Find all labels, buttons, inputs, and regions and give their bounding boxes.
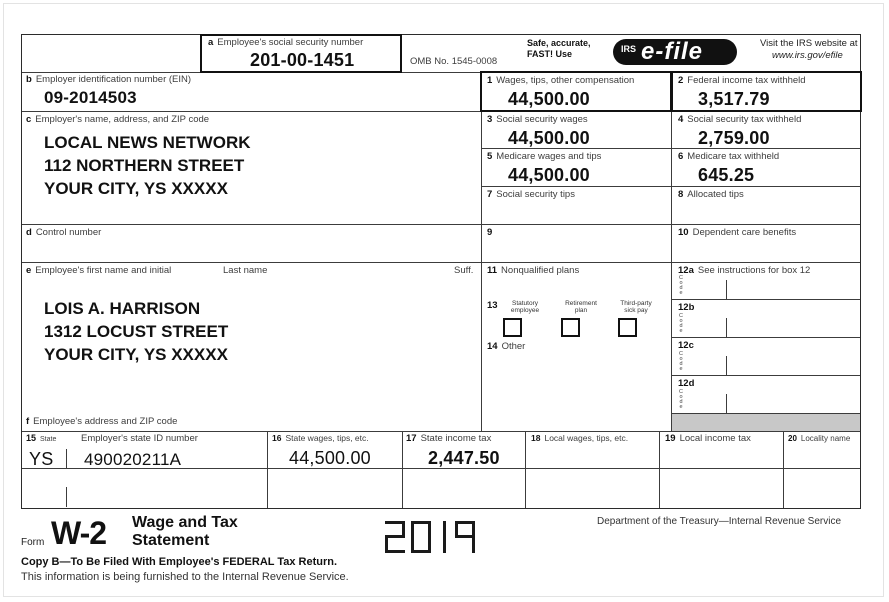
box-12a-label: 12a See instructions for box 12 <box>678 265 811 276</box>
box-1-value: 44,500.00 <box>508 89 590 109</box>
box-12a-code-label: C o d e <box>679 275 683 296</box>
box-a-label: a Employee's social security number <box>208 37 364 48</box>
box-20-label: 20 Locality name <box>788 434 851 443</box>
box-b-label: b Employer identification number (EIN) <box>26 74 192 85</box>
box-16-label: 16 State wages, tips, etc. <box>272 433 369 443</box>
box-12a-divider <box>726 280 727 299</box>
box-11-label: 11 Nonqualified plans <box>487 265 580 276</box>
state-code: YS <box>29 449 54 469</box>
box-12b-code-label: C o d e <box>679 313 683 334</box>
statutory-label: Statutory employee <box>510 300 540 314</box>
box-7-label: 7 Social security tips <box>487 189 575 200</box>
statutory-employee-checkbox[interactable] <box>503 318 522 337</box>
state-divider <box>66 449 67 468</box>
form-name: W-2 <box>51 515 107 551</box>
box-e-last-name-label: Last name <box>223 265 268 276</box>
box-14-label: 14 Other <box>487 341 526 352</box>
box-1-label: 1 Wages, tips, other compensation <box>487 75 635 86</box>
box-f-label: f Employee's address and ZIP code <box>26 416 178 427</box>
tax-year <box>383 519 483 555</box>
box-12c-label: 12c <box>678 340 694 351</box>
box-d-label: d Control number <box>26 227 102 238</box>
box-12d-label: 12d <box>678 378 695 389</box>
efile-block <box>527 37 862 71</box>
box-12b-label: 12b <box>678 302 695 313</box>
box-17-label: 17 State income tax <box>406 433 492 444</box>
retirement-label: Retirement plan <box>565 300 597 314</box>
third-party-label: Third-party sick pay <box>620 300 652 314</box>
box-16-value: 44,500.00 <box>289 448 371 468</box>
employer-name: LOCAL NEWS NETWORK <box>44 133 251 152</box>
box-9-label: 9 <box>487 227 493 238</box>
omb-number: OMB No. 1545-0008 <box>410 56 498 67</box>
employee-name: LOIS A. HARRISON <box>44 299 201 318</box>
box-c-label: c Employer's name, address, and ZIP code <box>26 114 210 125</box>
shaded-area <box>672 414 860 431</box>
efile-visit-text: Visit the IRS website at <box>760 38 858 49</box>
efile-irs-text: IRS <box>621 44 637 54</box>
state-id-value: 490020211A <box>84 450 182 469</box>
state-divider-lower <box>66 487 67 507</box>
employee-city: YOUR CITY, YS XXXXX <box>44 345 228 364</box>
box-e-suffix-label: Suff. <box>454 265 474 276</box>
box-17-value: 2,447.50 <box>428 448 500 468</box>
box-19-label: 19 Local income tax <box>665 433 751 444</box>
box-5-label: 5 Medicare wages and tips <box>487 151 602 162</box>
efile-fast-text: FAST! Use <box>527 49 573 59</box>
efile-logo <box>613 39 737 65</box>
form-title-line2: Statement <box>132 532 210 549</box>
employer-city: YOUR CITY, YS XXXXX <box>44 179 228 198</box>
efile-logo-text: e-file <box>641 38 704 65</box>
ssn-value: 201-00-1451 <box>250 50 355 70</box>
box-13-label: 13 <box>487 300 498 311</box>
box-15-label: 15 State <box>26 433 57 443</box>
retirement-plan-checkbox[interactable] <box>561 318 580 337</box>
employee-street: 1312 LOCUST STREET <box>44 322 229 341</box>
efile-url-text: www.irs.gov/efile <box>772 50 843 61</box>
box-12c-code-label: C o d e <box>679 351 683 372</box>
third-party-sick-pay-checkbox[interactable] <box>618 318 637 337</box>
form-title-line1: Wage and Tax <box>132 514 238 531</box>
box-4-label: 4 Social security tax withheld <box>678 114 802 125</box>
box-6-value: 645.25 <box>698 165 755 185</box>
w2-form <box>21 34 861 509</box>
efile-safe-text: Safe, accurate, <box>527 38 591 48</box>
box-12c-divider <box>726 356 727 375</box>
box-18-label: 18 Local wages, tips, etc. <box>531 433 629 443</box>
form-word: Form <box>21 537 45 548</box>
department-text: Department of the Treasury—Internal Revenue Service <box>597 516 842 527</box>
info-text: This information is being furnished to the Internal Revenue Service. <box>21 571 349 583</box>
box-8-label: 8 Allocated tips <box>678 189 744 200</box>
copy-b-text: Copy B—To Be Filed With Employee's FEDERAL Tax Return. <box>21 556 338 568</box>
box-2-label: 2 Federal income tax withheld <box>678 75 806 86</box>
box-12d-code-label: C o d e <box>679 389 683 410</box>
box-12b-divider <box>726 318 727 337</box>
box-12d-divider <box>726 394 727 413</box>
box-5-value: 44,500.00 <box>508 165 590 185</box>
box-10-label: 10 Dependent care benefits <box>678 227 797 238</box>
state-id-label: Employer's state ID number <box>81 433 198 444</box>
box-6-label: 6 Medicare tax withheld <box>678 151 780 162</box>
box-3-value: 44,500.00 <box>508 128 590 148</box>
box-3-label: 3 Social security wages <box>487 114 588 125</box>
employer-street: 112 NORTHERN STREET <box>44 156 245 175</box>
box-2-value: 3,517.79 <box>698 89 770 109</box>
ein-value: 09-2014503 <box>44 88 137 107</box>
box-e-label: e Employee's first name and initial <box>26 265 172 276</box>
box-4-value: 2,759.00 <box>698 128 770 148</box>
